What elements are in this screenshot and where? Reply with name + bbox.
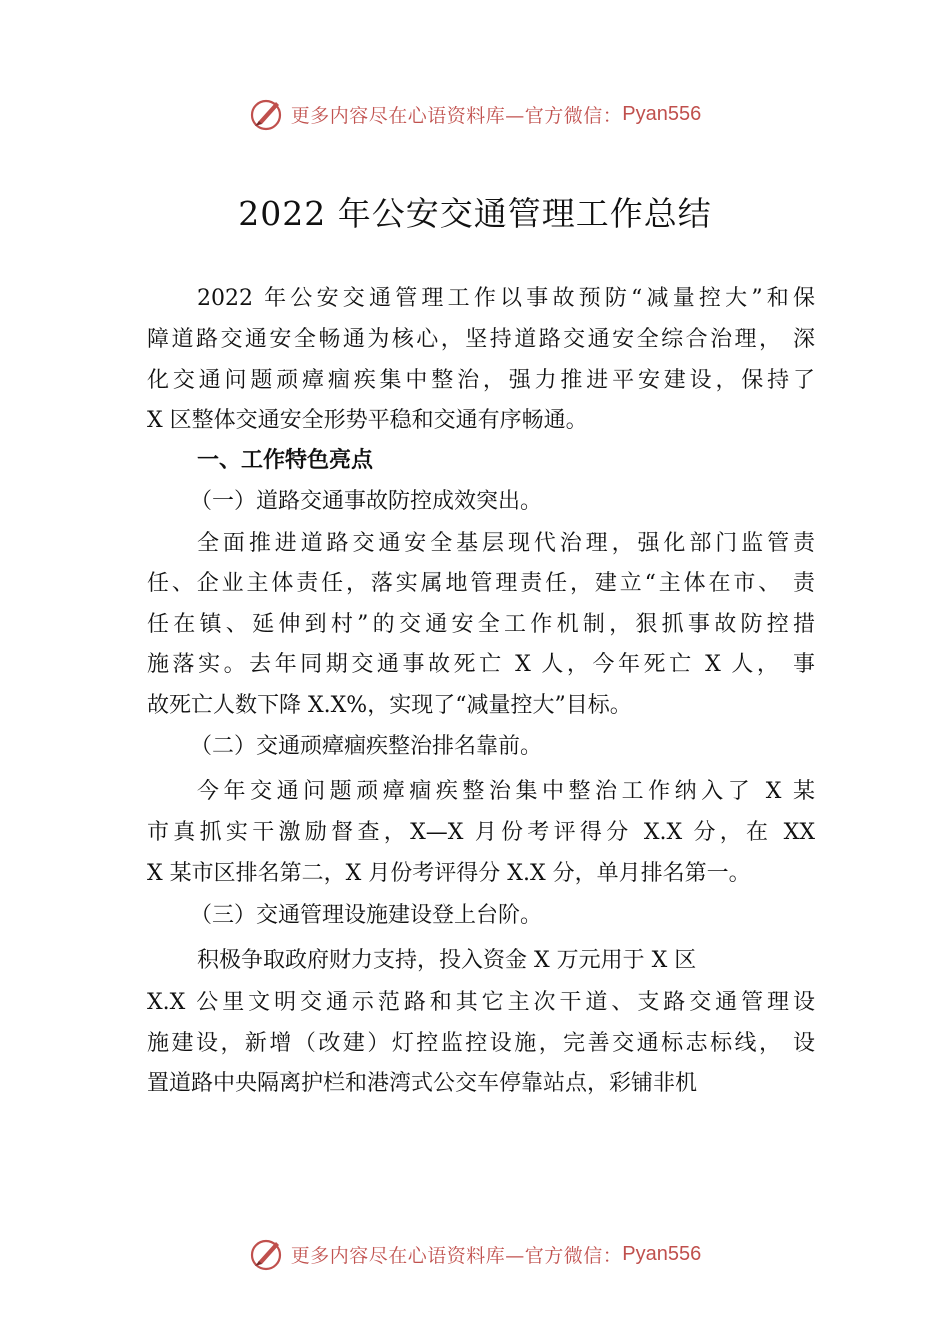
- footer-banner: [0, 1234, 950, 1274]
- banner-text: 更多内容尽在心语资料库—官方微信：: [290, 1244, 623, 1267]
- body-line: 置道路中央隔离护栏和港湾式公交车停靠站点，彩铺非机: [147, 1071, 698, 1096]
- body-line: 全面推进道路交通安全基层现代治理，强化部门监管责: [197, 531, 815, 556]
- body-line: 2022 年公安交通管理工作以事故预防“减量控大”和保: [197, 286, 815, 311]
- body-line: 任、企业主体责任，落实属地管理责任，建立“主体在市、 责: [147, 571, 815, 596]
- body-line: X 某市区排名第二，X 月份考评得分 X.X 分，单月排名第一。: [147, 861, 751, 886]
- quill-logo-icon: [249, 1236, 285, 1272]
- quill-logo-icon: [249, 96, 285, 132]
- body-line: 今年交通问题顽瘴痼疾整治集中整治工作纳入了 X 某: [197, 779, 815, 804]
- subsection-heading: （一）道路交通事故防控成效突出。: [190, 489, 543, 514]
- body-line: 积极争取政府财力支持，投入资金 X 万元用于 X 区: [197, 948, 697, 973]
- subsection-heading: （二）交通顽瘴痼疾整治排名靠前。: [190, 734, 543, 759]
- body-line: 障道路交通安全畅通为核心，坚持道路交通安全综合治理， 深: [147, 327, 815, 352]
- body-line: 施建设，新增（改建）灯控监控设施，完善交通标志标线， 设: [147, 1031, 815, 1056]
- body-line: 任在镇、延伸到村”的交通安全工作机制，狠抓事故防控措: [147, 612, 815, 637]
- section-heading: 一、工作特色亮点: [197, 448, 374, 473]
- body-line: 化交通问题顽瘴痼疾集中整治，强力推进平安建设，保持了: [147, 368, 815, 393]
- subsection-heading: （三）交通管理设施建设登上台阶。: [190, 903, 543, 928]
- body-line: X 区整体交通安全形势平稳和交通有序畅通。: [147, 408, 588, 433]
- body-line: 施落实。去年同期交通事故死亡 X 人，今年死亡 X 人， 事: [147, 652, 815, 677]
- body-line: 市真抓实干激励督查，X—X 月份考评得分 X.X 分，在 XX: [147, 820, 815, 845]
- banner-text: 更多内容尽在心语资料库—官方微信：: [290, 104, 623, 127]
- body-line: X.X 公里文明交通示范路和其它主次干道、支路交通管理设: [147, 990, 815, 1015]
- document-title: 2022 年公安交通管理工作总结: [238, 194, 712, 233]
- banner-wechat-id: Pyan556: [622, 1242, 702, 1265]
- body-line: 故死亡人数下降 X.X%，实现了“减量控大”目标。: [147, 693, 632, 718]
- banner-wechat-id: Pyan556: [622, 102, 702, 125]
- header-banner: [0, 94, 950, 134]
